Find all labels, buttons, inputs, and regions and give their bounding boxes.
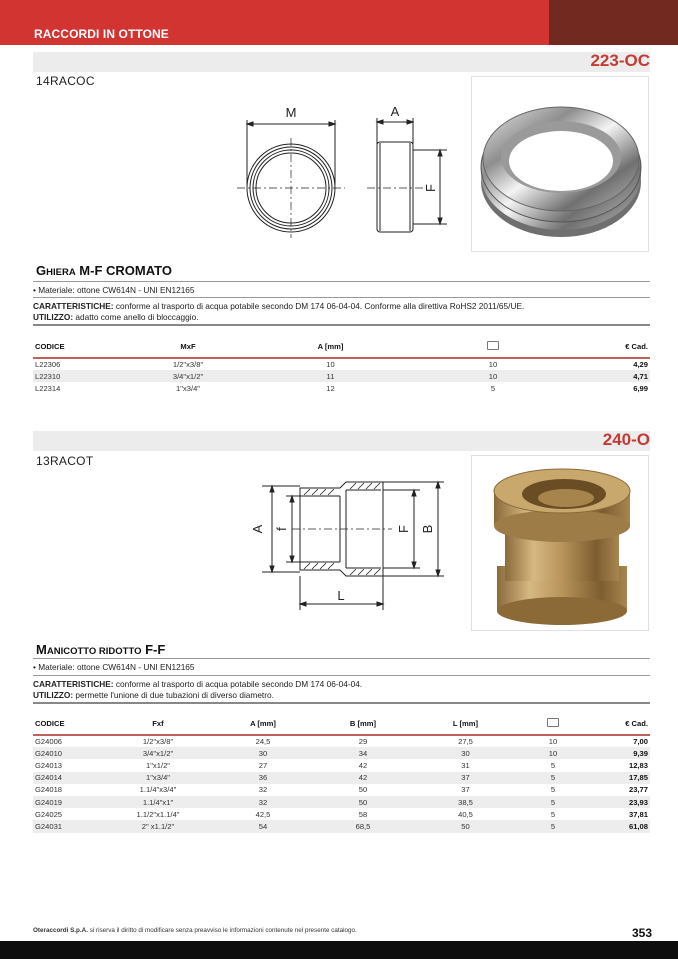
dim-label-f: F — [396, 525, 411, 533]
usage-line: UTILIZZO: permette l'unione di due tubazioni di diverso diametro. — [33, 690, 274, 700]
section-bar-2 — [33, 431, 650, 451]
technical-drawing-socket — [240, 478, 455, 613]
material-line: • Materiale: ottone CW614N - UNI EN12165 — [33, 662, 195, 672]
col-header-l: L [mm] — [452, 719, 479, 728]
features-line: CARATTERISTICHE: conforme al trasporto di acqua potabile secondo DM 174 06-04-04. — [33, 679, 363, 689]
col-header-a: A [mm] — [250, 719, 276, 728]
product-photo-chromed-ring — [471, 76, 649, 252]
divider — [33, 324, 650, 326]
table-row: L22314 1"x3/4" 12 5 6,99 — [35, 383, 648, 393]
section-code: 240-O — [602, 430, 650, 449]
material-line: • Materiale: ottone CW614N - UNI EN12165 — [33, 285, 195, 295]
table-row: L22310 3/4"x1/2" 11 10 4,71 — [35, 371, 648, 381]
table-row: L22306 1/2"x3/8" 10 10 4,29 — [35, 360, 648, 370]
divider — [33, 658, 650, 659]
dim-label-a: A — [390, 104, 400, 119]
header-accent-block — [549, 0, 678, 45]
usage-line: UTILIZZO: adatto come anello di bloccaggio. — [33, 312, 199, 322]
dim-label-f-small: f — [274, 527, 289, 531]
col-header-b: B [mm] — [349, 719, 377, 728]
dim-label-b: B — [420, 524, 435, 534]
product-photo-brass-socket — [471, 455, 649, 631]
package-box-icon — [547, 718, 559, 727]
table-row: G24019 1.1/4"x1" 32 50 38,5 5 23,93 — [35, 797, 648, 807]
col-header-price: € Cad. — [625, 342, 648, 351]
divider — [33, 297, 650, 298]
divider — [33, 702, 650, 704]
col-header-package — [518, 713, 588, 735]
col-header-package — [418, 336, 568, 358]
spec-table-manicotto — [33, 713, 650, 833]
product-ref: 14RACOC — [36, 74, 95, 88]
col-header-price: € Cad. — [625, 719, 648, 728]
table-row: G24031 2" x1.1/2" 54 68,5 50 5 61,08 — [35, 821, 648, 831]
product-title: MANICOTTO RIDOTTO F-F — [36, 642, 166, 657]
col-header-codice: CODICE — [35, 719, 65, 728]
dim-label-m: M — [285, 105, 297, 120]
col-header-size: Fxf — [152, 719, 164, 728]
table-row: G24013 1"x1/2" 27 42 31 5 12,83 — [35, 760, 648, 770]
divider — [33, 675, 650, 676]
technical-drawing-ring — [235, 100, 455, 240]
footer-disclaimer: Oteraccordi S.p.A. si riserva il diritto di modificare senza preavviso le informazioni contenute nel presente catalogo. — [33, 927, 357, 934]
table-row: G24025 1.1/2"x1.1/4" 42,5 58 40,5 5 37,81 — [35, 809, 648, 819]
col-header-codice: CODICE — [35, 342, 65, 351]
product-ref: 13RACOT — [36, 454, 94, 468]
table-row: G24010 3/4"x1/2" 30 34 30 10 9,39 — [35, 748, 648, 758]
dim-label-l: L — [337, 588, 345, 603]
dim-label-a: A — [250, 524, 265, 534]
table-row: G24014 1"x3/4" 36 42 37 5 17,85 — [35, 773, 648, 783]
divider — [33, 281, 650, 282]
section-bar-1 — [33, 52, 650, 72]
header-bar — [0, 0, 678, 45]
col-header-size: MxF — [180, 342, 196, 351]
spec-table-ghiera — [33, 336, 650, 395]
table-row: G24018 1.1/4"x3/4" 32 50 37 5 23,77 — [35, 785, 648, 795]
footer-bar — [0, 941, 678, 959]
category-title: RACCORDI IN OTTONE — [34, 27, 169, 41]
section-code: 223-OC — [590, 51, 650, 70]
package-box-icon — [487, 341, 499, 350]
table-row: G24006 1/2"x3/8" 24,5 29 27,5 10 7,00 — [35, 737, 648, 747]
page-number: 353 — [631, 926, 652, 940]
product-title: GHIERA M-F CROMATO — [36, 263, 172, 278]
features-line: CARATTERISTICHE: conforme al trasporto di acqua potabile secondo DM 174 06-04-04. Conforme alla direttiva RoHS2 2011/65/UE. — [33, 301, 525, 311]
col-header-a: A [mm] — [317, 342, 344, 351]
dim-label-f: F — [423, 184, 438, 192]
